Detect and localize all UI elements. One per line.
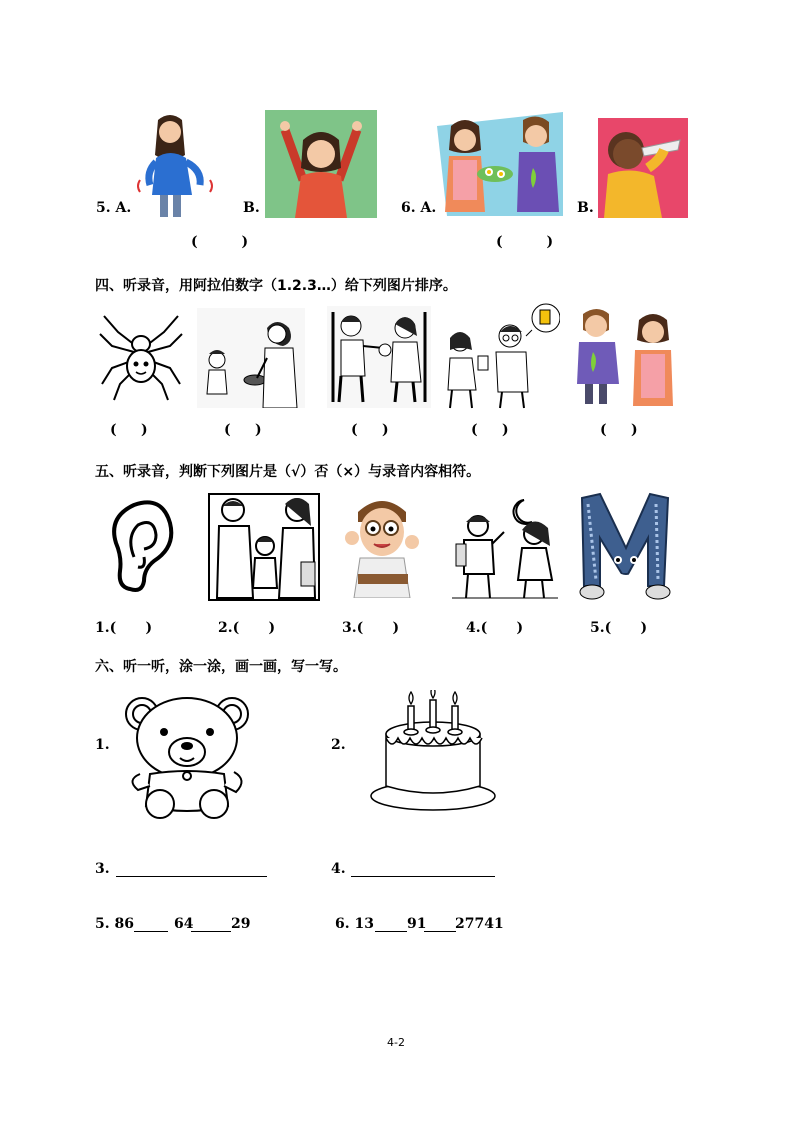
item-3-label: 3. xyxy=(95,861,110,877)
item-3-write-line[interactable] xyxy=(116,876,267,877)
letter-m-character-picture xyxy=(578,490,672,602)
section4-heading: 四、听录音，用阿拉伯数字（1.2.3…）给下列图片排序。 xyxy=(95,278,457,294)
item-5-blank-1[interactable] xyxy=(134,931,168,932)
judge-label-3[interactable]: 3.( ) xyxy=(342,620,400,636)
q6-answer-paren[interactable]: ( ) xyxy=(496,234,554,250)
section5-heading: 五、听录音，判断下列图片是（√）否（×）与录音内容相符。 xyxy=(95,464,481,480)
judge-label-1[interactable]: 1.( ) xyxy=(95,620,153,636)
family-picture xyxy=(207,492,321,602)
q5-b-label: B. xyxy=(243,200,260,216)
girl-woman-bread-picture xyxy=(197,308,305,408)
birthday-cake-outline[interactable] xyxy=(366,690,500,816)
kids-night-picture xyxy=(452,494,558,602)
item-5-number-a: 5. 86 xyxy=(95,916,134,932)
item-6-number-a: 6. 13 xyxy=(335,916,374,932)
item-6-number-c: 27741 xyxy=(455,916,504,932)
item-6-blank-1[interactable] xyxy=(375,931,407,932)
judge-label-5[interactable]: 5.( ) xyxy=(590,620,648,636)
item-1-label: 1. xyxy=(95,737,110,753)
girl-hands-up-picture xyxy=(265,110,377,218)
q6-b-label: B. xyxy=(577,200,594,216)
item-5-number-b: 64 xyxy=(174,916,194,932)
judge-label-2[interactable]: 2.( ) xyxy=(218,620,276,636)
q6-label: 6. A. xyxy=(401,200,437,216)
q5-label: 5. A. xyxy=(96,200,132,216)
order-paren-1[interactable]: ( ) xyxy=(110,422,148,438)
kids-juice-picture xyxy=(440,300,560,412)
order-paren-4[interactable]: ( ) xyxy=(471,422,509,438)
item-4-label: 4. xyxy=(331,861,346,877)
page-number: 4-2 xyxy=(387,1036,405,1049)
order-paren-3[interactable]: ( ) xyxy=(351,422,389,438)
item-6-blank-2[interactable] xyxy=(424,931,456,932)
item-2-label: 2. xyxy=(331,737,346,753)
ear-picture xyxy=(110,497,178,595)
q5-answer-paren[interactable]: ( ) xyxy=(191,234,249,250)
girl-waving-picture xyxy=(130,110,225,220)
item-6-number-b: 91 xyxy=(407,916,427,932)
kids-sharing-food-picture xyxy=(437,112,563,216)
order-paren-5[interactable]: ( ) xyxy=(600,422,638,438)
judge-label-4[interactable]: 4.( ) xyxy=(466,620,524,636)
item-5-blank-2[interactable] xyxy=(191,931,231,932)
spider-picture xyxy=(98,312,184,404)
boy-drinking-picture xyxy=(598,118,688,218)
section6-heading: 六、听一听，涂一涂，画一画，写一写。 xyxy=(95,659,347,675)
boy-giving-gift-picture xyxy=(327,306,431,408)
order-paren-2[interactable]: ( ) xyxy=(224,422,262,438)
item-4-write-line[interactable] xyxy=(351,876,495,877)
teddy-bear-outline[interactable] xyxy=(120,688,254,822)
item-5-number-c: 29 xyxy=(231,916,251,932)
boy-with-glasses-picture xyxy=(344,492,422,598)
two-kids-standing-picture xyxy=(575,306,677,412)
